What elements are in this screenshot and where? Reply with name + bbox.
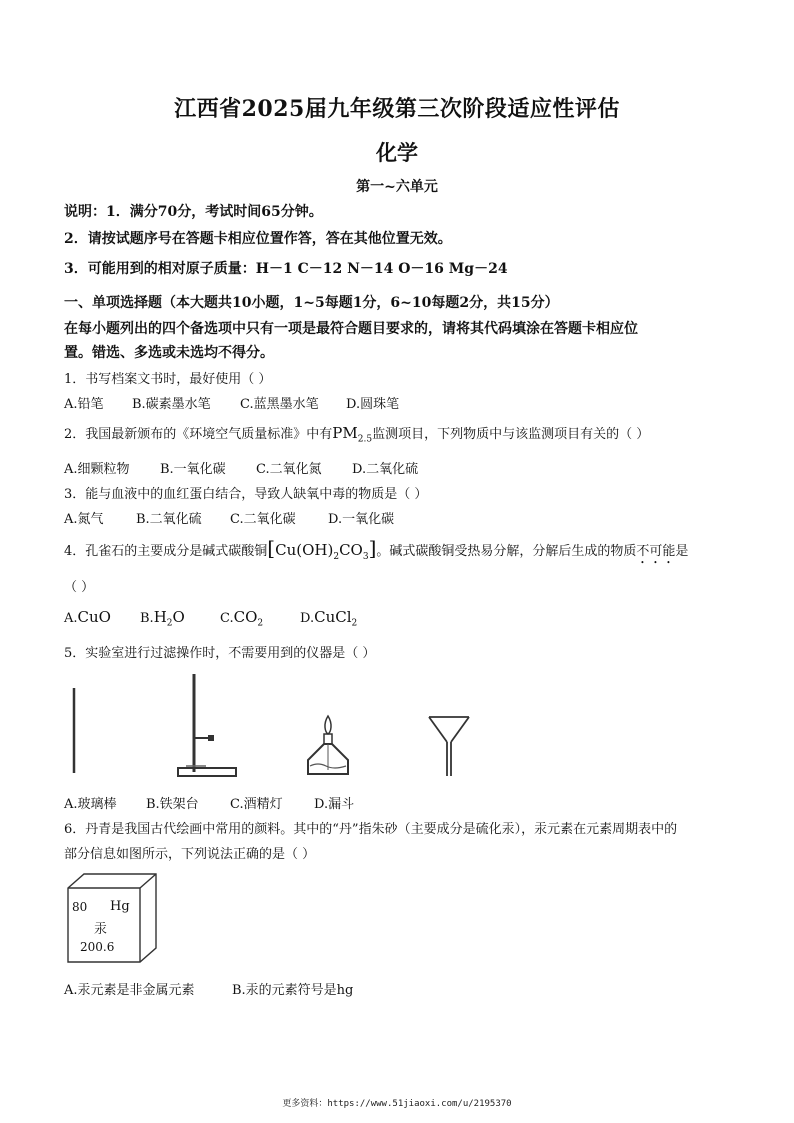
- q1-option-c[interactable]: C.蓝黑墨水笔: [240, 397, 319, 412]
- q2-option-a[interactable]: A.细颗粒物: [64, 462, 130, 477]
- q5-option-b[interactable]: B.铁架台: [146, 797, 199, 812]
- question-6-stem-1: 6．丹青是我国古代绘画中常用的颜料。其中的“丹”指朱砂（主要成分是硫化汞），汞元素在元素周期表中的: [64, 822, 678, 837]
- element-mass: 200.6: [80, 940, 115, 954]
- section-instructions-1: 在每小题列出的四个备选项中只有一项是最符合题目要求的，请将其代码填涂在答题卡相应位: [64, 321, 638, 337]
- q3-option-c[interactable]: C.二氧化碳: [230, 512, 296, 527]
- question-5-stem: 5．实验室进行过滤操作时，不需要用到的仪器是（ ）: [64, 646, 376, 661]
- q3-option-b[interactable]: B.二氧化硫: [136, 512, 202, 527]
- q4-stem-a: 4．孔雀石的主要成分是碱式碳酸铜: [64, 544, 268, 559]
- q2-option-d[interactable]: D.二氧化硫: [352, 462, 419, 477]
- q4-formula: $[Cu(OH)_2CO_3]$: [267, 536, 377, 562]
- page-title: 江西省2025届九年级第三次阶段适应性评估: [174, 96, 620, 122]
- q2-option-c[interactable]: C.二氧化氮: [256, 462, 322, 477]
- note-2: 2．请按试题序号在答题卡相应位置作答，答在其他位置无效。: [64, 231, 452, 247]
- note-3: 3．可能用到的相对原子质量：H－1 C－12 N－14 O－16 Mg－24: [64, 261, 508, 277]
- q2-stem-a: 2．我国最新颁布的《环境空气质量标准》中有: [64, 427, 333, 442]
- iron-stand-icon: [172, 670, 242, 780]
- funnel-icon: [425, 670, 473, 780]
- section-heading: 一、单项选择题（本大题共10小题，1~5每题1分，6~10每题2分，共15分）: [64, 295, 559, 311]
- question-1-stem: 1．书写档案文书时，最好使用（ ）: [64, 372, 272, 387]
- q4-option-b[interactable]: $B.H_2O$: [140, 608, 185, 629]
- q1-option-a[interactable]: A.铅笔: [64, 397, 104, 412]
- question-6-options: [64, 979, 353, 998]
- element-number: 80: [72, 900, 88, 914]
- q4-emphasis: 不可能: [636, 544, 676, 559]
- question-4-options: [64, 608, 357, 629]
- question-6-stem-2: 部分信息如图所示，下列说法正确的是（ ）: [64, 847, 316, 862]
- alcohol-lamp-icon: [298, 670, 358, 780]
- q2-stem-b: 监测项目，下列物质中与该监测项目有关的（ ）: [372, 427, 650, 442]
- unit-range: 第一~六单元: [356, 179, 438, 195]
- question-4-stem: [64, 536, 688, 567]
- q6-option-a[interactable]: A.汞元素是非金属元素: [64, 983, 195, 998]
- element-symbol: Hg: [110, 899, 130, 914]
- question-3-options: [64, 508, 394, 527]
- note-1: 说明：1．满分70分，考试时间65分钟。: [64, 204, 323, 220]
- q4-option-a[interactable]: A.CuO: [64, 608, 111, 626]
- q4-answer-blank: （ ）: [64, 580, 95, 595]
- glass-rod-icon: [62, 670, 86, 780]
- q3-option-d[interactable]: D.一氧化碳: [328, 512, 395, 527]
- q5-option-a[interactable]: A.玻璃棒: [64, 797, 117, 812]
- q5-option-d[interactable]: D.漏斗: [314, 797, 355, 812]
- q4-stem-c: 是: [675, 544, 689, 559]
- q1-option-d[interactable]: D.圆珠笔: [346, 397, 400, 412]
- section-instructions-2: 置。错选、多选或未选均不得分。: [64, 345, 274, 361]
- question-3-stem: 3．能与血液中的血红蛋白结合，导致人缺氧中毒的物质是（ ）: [64, 487, 428, 502]
- element-name: 汞: [94, 922, 108, 937]
- q6-option-b[interactable]: B.汞的元素符号是hg: [232, 983, 354, 998]
- q5-option-c[interactable]: C.酒精灯: [230, 797, 283, 812]
- q4-option-c[interactable]: $C.CO_2$: [220, 608, 264, 629]
- q2-pm: PM: [332, 424, 358, 442]
- q4-stem-b: 。碱式碳酸铜受热易分解，分解后生成的物质: [376, 544, 637, 559]
- footer-link[interactable]: 更多资料：https://www.51jiaoxi.com/u/2195370: [282, 1099, 512, 1109]
- element-card: [66, 872, 158, 964]
- q1-option-b[interactable]: B.碳素墨水笔: [132, 397, 211, 412]
- q3-option-a[interactable]: A.氮气: [64, 512, 104, 527]
- question-1-options: [64, 393, 399, 412]
- subject-title: 化学: [376, 140, 418, 165]
- q4-option-d[interactable]: D.CuCl$_2$: [300, 608, 358, 629]
- question-2-stem: [64, 423, 649, 445]
- question-5-options: [64, 793, 354, 812]
- q2-option-b[interactable]: B.一氧化碳: [160, 462, 226, 477]
- q2-pm-sub: 2.5: [357, 434, 373, 445]
- question-2-options: [64, 458, 418, 477]
